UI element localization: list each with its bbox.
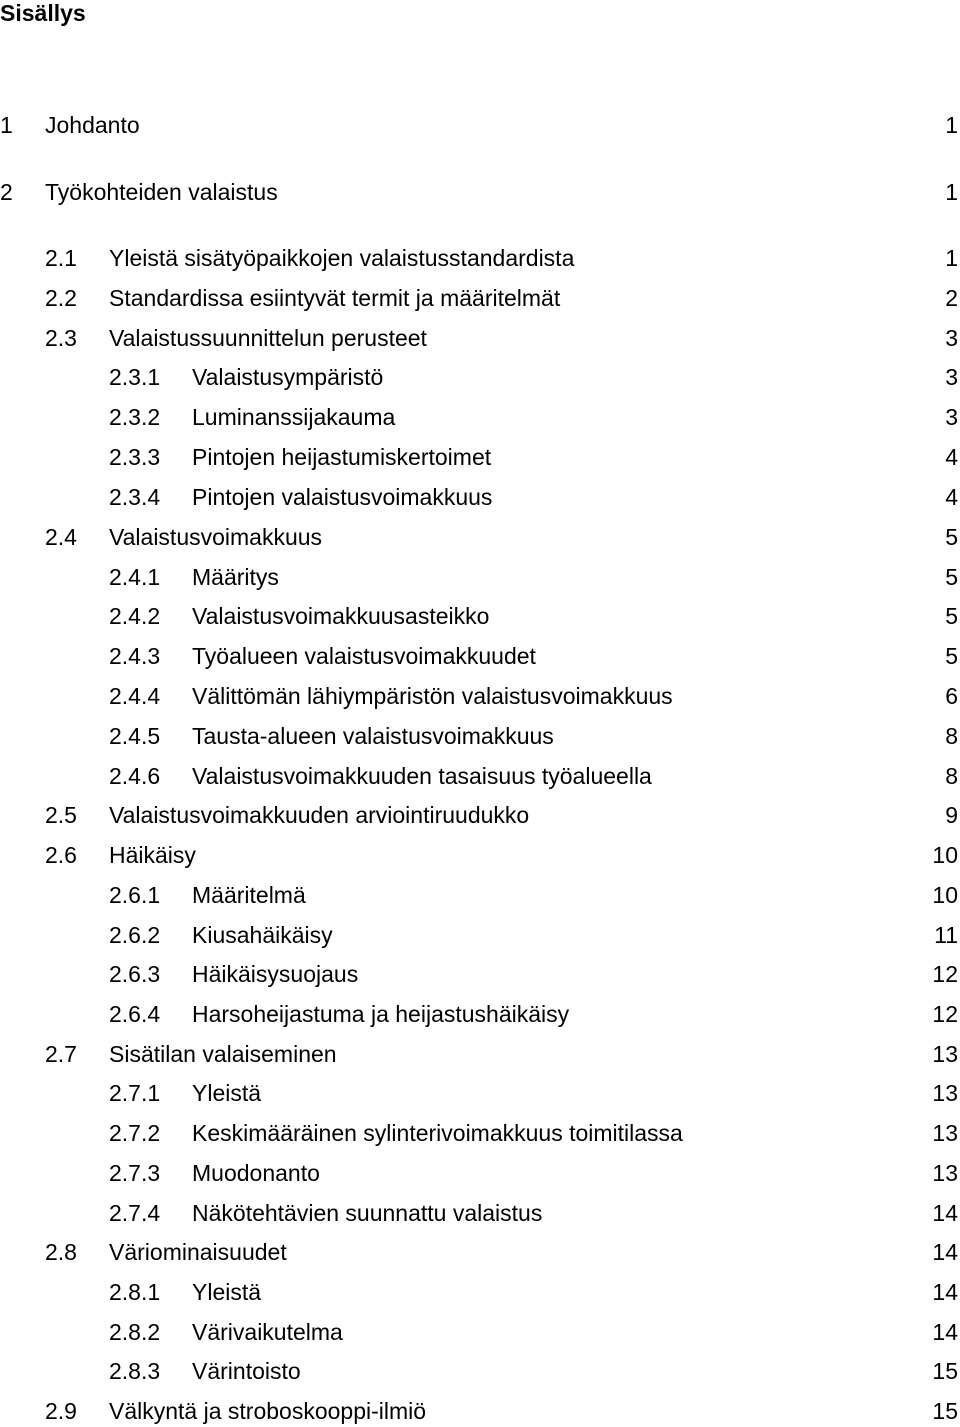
toc-entry-title: Häikäisysuojaus <box>192 961 359 987</box>
toc-entry-page: 10 <box>932 882 958 908</box>
toc-entry[interactable] <box>0 177 958 207</box>
toc-entry[interactable] <box>0 1396 958 1426</box>
toc-entry[interactable] <box>0 283 958 313</box>
toc-entry-page: 3 <box>945 325 958 351</box>
toc-entry[interactable] <box>0 1078 958 1108</box>
toc-entry-title: Valaistusvoimakkuuden arviointiruudukko <box>109 802 530 828</box>
toc-entry[interactable] <box>0 880 958 910</box>
toc-entry-page: 12 <box>932 1001 958 1027</box>
toc-entry-number: 2.7.4 <box>109 1200 161 1226</box>
toc-entry-number: 2.4.3 <box>109 643 161 669</box>
toc-entry-title: Valaistusvoimakkuus <box>109 524 323 550</box>
toc-entry-number: 2.7.1 <box>109 1080 161 1106</box>
toc-entry-title: Sisätilan valaiseminen <box>109 1041 337 1067</box>
toc-entry-page: 4 <box>945 444 958 470</box>
toc-entry-page: 5 <box>945 564 958 590</box>
toc-entry[interactable] <box>0 1277 958 1307</box>
toc-entry-title: Näkötehtävien suunnattu valaistus <box>192 1200 543 1226</box>
toc-entry-number: 2.3.1 <box>109 364 161 390</box>
toc-entry-number: 2.4 <box>45 524 77 550</box>
toc-entry-title: Pintojen heijastumiskertoimet <box>192 444 492 470</box>
toc-entry-title: Pintojen valaistusvoimakkuus <box>192 484 493 510</box>
toc-entry-title: Määritys <box>192 564 279 590</box>
toc-entry-number: 2.8 <box>45 1239 77 1265</box>
toc-entry-title: Värivaikutelma <box>192 1319 343 1345</box>
toc-entry-title: Työkohteiden valaistus <box>45 179 278 205</box>
toc-entry-page: 8 <box>945 763 958 789</box>
toc-entry-title: Väriominaisuudet <box>109 1239 287 1265</box>
toc-entry-number: 2.6.1 <box>109 882 161 908</box>
toc-entry-number: 2.6.4 <box>109 1001 161 1027</box>
toc-entry-page: 11 <box>934 922 958 948</box>
toc-entry-title: Valaistusvoimakkuuden tasaisuus työalueella <box>192 763 652 789</box>
toc-entry[interactable] <box>0 681 958 711</box>
toc-entry-page: 14 <box>932 1239 958 1265</box>
toc-entry-title: Valaistussuunnittelun perusteet <box>109 325 427 351</box>
toc-entry-page: 13 <box>932 1041 958 1067</box>
toc-entry-title: Standardissa esiintyvät termit ja määritelmät <box>109 285 561 311</box>
toc-entry-page: 10 <box>932 842 958 868</box>
toc-entry-title: Tausta-alueen valaistusvoimakkuus <box>192 723 554 749</box>
toc-entry-title: Johdanto <box>45 112 140 138</box>
toc-entry-number: 2.4.4 <box>109 683 161 709</box>
toc-entry-number: 2.4.5 <box>109 723 161 749</box>
toc-entry-number: 2.9 <box>45 1398 77 1424</box>
toc-entry-number: 2.3 <box>45 325 77 351</box>
toc-entry-page: 5 <box>945 603 958 629</box>
toc-entry-title: Kiusahäikäisy <box>192 922 333 948</box>
toc-entry[interactable] <box>0 562 958 592</box>
toc-entry-page: 2 <box>945 285 958 311</box>
toc-entry-title: Yleistä sisätyöpaikkojen valaistusstandardista <box>109 245 575 271</box>
toc-entry-title: Valaistusympäristö <box>192 364 384 390</box>
toc-entry-number: 2.3.2 <box>109 404 161 430</box>
toc-entry-number: 1 <box>0 112 13 138</box>
toc-entry-page: 4 <box>945 484 958 510</box>
toc-entry-page: 1 <box>945 245 958 271</box>
toc-entry-page: 6 <box>945 683 958 709</box>
toc-entry[interactable] <box>0 1356 958 1386</box>
toc-entry[interactable] <box>0 800 958 830</box>
toc-entry-title: Yleistä <box>192 1080 262 1106</box>
toc-entry-number: 2.3.3 <box>109 444 161 470</box>
toc-entry-number: 2 <box>0 179 13 205</box>
toc-entry-number: 2.7.2 <box>109 1120 161 1146</box>
toc-entry-title: Työalueen valaistusvoimakkuudet <box>192 643 536 669</box>
toc-entry-page: 1 <box>945 179 958 205</box>
toc-entry[interactable] <box>0 641 958 671</box>
toc-entry-number: 2.6.3 <box>109 961 161 987</box>
toc-entry-page: 12 <box>932 961 958 987</box>
toc-entry-page: 14 <box>932 1200 958 1226</box>
toc-entry-number: 2.7.3 <box>109 1160 161 1186</box>
toc-entry-number: 2.4.2 <box>109 603 161 629</box>
toc-entry-title: Harsoheijastuma ja heijastushäikäisy <box>192 1001 570 1027</box>
toc-entry-title: Määritelmä <box>192 882 306 908</box>
toc-entry-number: 2.5 <box>45 802 77 828</box>
toc-entry-page: 15 <box>932 1398 958 1424</box>
toc-entry-number: 2.8.2 <box>109 1319 161 1345</box>
toc-entry[interactable] <box>0 1158 958 1188</box>
toc-entry-page: 13 <box>932 1120 958 1146</box>
toc-entry-number: 2.6 <box>45 842 77 868</box>
toc-entry-title: Keskimääräinen sylinterivoimakkuus toimitilassa <box>192 1120 683 1146</box>
toc-entry[interactable] <box>0 1317 958 1347</box>
toc-entry-page: 13 <box>932 1160 958 1186</box>
toc-entry-page: 8 <box>945 723 958 749</box>
toc-entry-title: Välkyntä ja stroboskooppi-ilmiö <box>109 1398 427 1424</box>
toc-entry[interactable] <box>0 243 958 273</box>
toc-entry-title: Häikäisy <box>109 842 196 868</box>
toc-entry[interactable] <box>0 999 958 1029</box>
toc-entry[interactable] <box>0 110 958 140</box>
toc-entry-page: 3 <box>945 364 958 390</box>
toc-entry-title: Luminanssijakauma <box>192 404 396 430</box>
toc-entry-number: 2.4.1 <box>109 564 161 590</box>
toc-entry-title: Yleistä <box>192 1279 262 1305</box>
toc-entry-page: 14 <box>932 1319 958 1345</box>
toc-entry[interactable] <box>0 482 958 512</box>
toc-entry[interactable] <box>0 522 958 552</box>
toc-entry[interactable] <box>0 721 958 751</box>
toc-entry-number: 2.7 <box>45 1041 77 1067</box>
toc-entry-title: Värintoisto <box>192 1358 301 1384</box>
toc-entry-page: 13 <box>932 1080 958 1106</box>
toc-entry[interactable] <box>0 761 958 791</box>
toc-entry[interactable] <box>0 362 958 392</box>
toc-entry-number: 2.8.1 <box>109 1279 161 1305</box>
toc-entry-page: 14 <box>932 1279 958 1305</box>
toc-entry-page: 5 <box>945 643 958 669</box>
toc-entry-page: 5 <box>945 524 958 550</box>
toc-entry-number: 2.1 <box>45 245 77 271</box>
toc-entry[interactable] <box>0 840 958 870</box>
toc-entry-page: 3 <box>945 404 958 430</box>
toc-entry-title: Valaistusvoimakkuusasteikko <box>192 603 490 629</box>
toc-entry[interactable] <box>0 1039 958 1069</box>
toc-entry-number: 2.3.4 <box>109 484 161 510</box>
toc-entry[interactable] <box>0 920 958 950</box>
toc-entry-number: 2.6.2 <box>109 922 161 948</box>
toc-entry[interactable] <box>0 442 958 472</box>
toc-entry[interactable] <box>0 1198 958 1228</box>
toc-entry-title: Välittömän lähiympäristön valaistusvoimakkuus <box>192 683 673 709</box>
toc-entry-number: 2.8.3 <box>109 1358 161 1384</box>
toc-title: Sisällys <box>0 0 86 26</box>
toc-entry-page: 1 <box>945 112 958 138</box>
toc-entry-number: 2.4.6 <box>109 763 161 789</box>
toc-entry-title: Muodonanto <box>192 1160 320 1186</box>
toc-entry[interactable] <box>0 959 958 989</box>
toc-entry[interactable] <box>0 402 958 432</box>
toc-entry[interactable] <box>0 1118 958 1148</box>
toc-entry-page: 9 <box>945 802 958 828</box>
toc-entry[interactable] <box>0 601 958 631</box>
toc-entry-number: 2.2 <box>45 285 77 311</box>
toc-entry-page: 15 <box>932 1358 958 1384</box>
toc-entry[interactable] <box>0 323 958 353</box>
toc-entry[interactable] <box>0 1237 958 1267</box>
